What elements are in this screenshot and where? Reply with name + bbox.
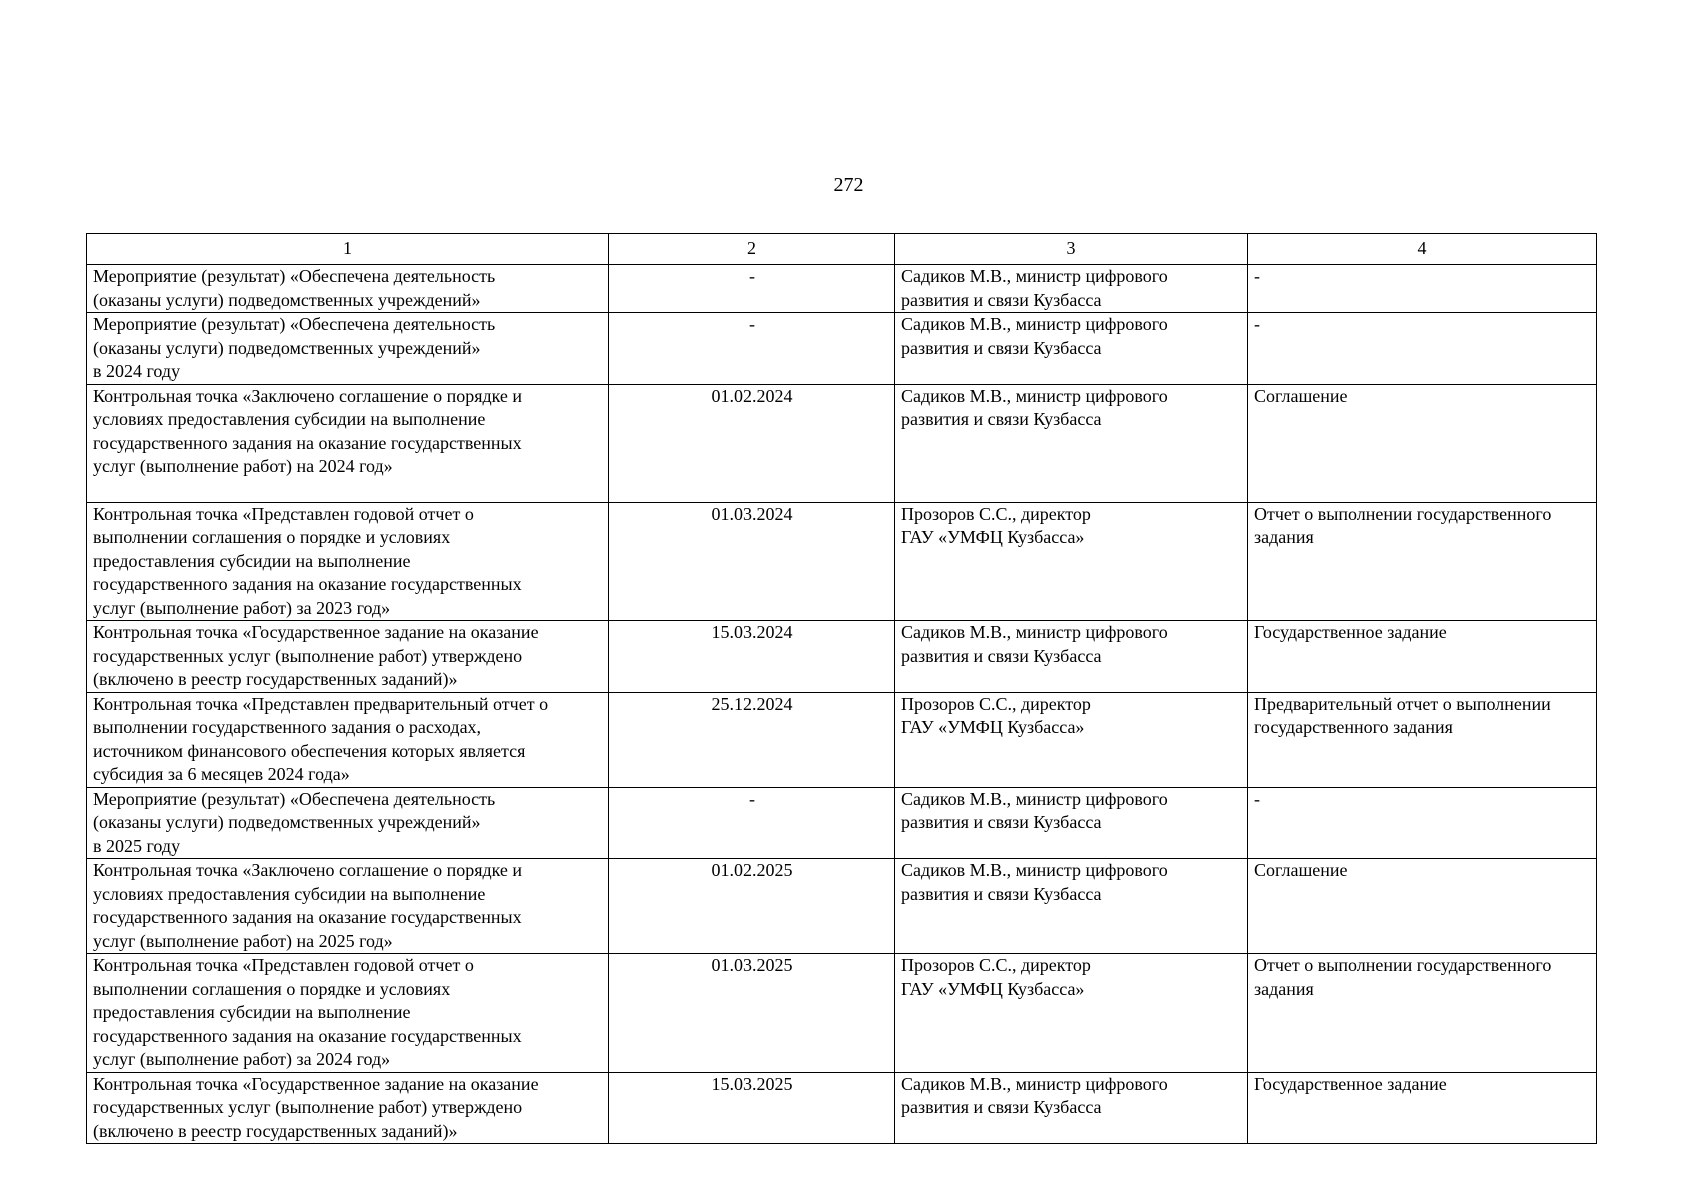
result-document-cell: Государственное задание — [1248, 621, 1597, 693]
table-row — [87, 384, 1597, 502]
deadline-cell: 15.03.2025 — [609, 1072, 895, 1144]
result-document-cell: - — [1248, 313, 1597, 385]
table-row — [87, 621, 1597, 693]
column-header-4: 4 — [1248, 234, 1597, 265]
result-document-cell: Соглашение — [1248, 859, 1597, 954]
responsible-cell: Садиков М.В., министр цифрового развития и связи Кузбасса — [895, 787, 1248, 859]
result-document-cell: Отчет о выполнении государственного задания — [1248, 502, 1597, 621]
table-row — [87, 1072, 1597, 1144]
responsible-cell: Прозоров С.С., директор ГАУ «УМФЦ Кузбасса» — [895, 954, 1248, 1073]
table-row — [87, 954, 1597, 1073]
result-document-cell: - — [1248, 787, 1597, 859]
deadline-cell: 01.02.2025 — [609, 859, 895, 954]
deadline-cell: 01.02.2024 — [609, 384, 895, 502]
event-name-cell: Контрольная точка «Государственное задание на оказание государственных услуг (выполнение работ) утверждено (включено в реестр государственных заданий)» — [87, 1072, 609, 1144]
table-row — [87, 692, 1597, 787]
deadline-cell: 01.03.2025 — [609, 954, 895, 1073]
table-row — [87, 502, 1597, 621]
responsible-cell: Садиков М.В., министр цифрового развития и связи Кузбасса — [895, 621, 1248, 693]
result-document-cell: Государственное задание — [1248, 1072, 1597, 1144]
table-row — [87, 265, 1597, 313]
result-document-cell: Предварительный отчет о выполнении государственного задания — [1248, 692, 1597, 787]
result-document-cell: Отчет о выполнении государственного задания — [1248, 954, 1597, 1073]
table-header-row — [87, 234, 1597, 265]
table-row — [87, 787, 1597, 859]
deadline-cell: 25.12.2024 — [609, 692, 895, 787]
event-name-cell: Контрольная точка «Государственное задание на оказание государственных услуг (выполнение работ) утверждено (включено в реестр государственных заданий)» — [87, 621, 609, 693]
event-name-cell: Контрольная точка «Представлен предварительный отчет о выполнении государственного задания о расходах, источником финансового обеспечения которых является субсидия за 6 месяцев 2024 года» — [87, 692, 609, 787]
responsible-cell: Прозоров С.С., директор ГАУ «УМФЦ Кузбасса» — [895, 502, 1248, 621]
responsible-cell: Прозоров С.С., директор ГАУ «УМФЦ Кузбасса» — [895, 692, 1248, 787]
table-row — [87, 313, 1597, 385]
event-name-cell: Контрольная точка «Представлен годовой отчет о выполнении соглашения о порядке и условиях предоставления субсидии на выполнение государственного задания на оказание государственных услуг (выполнение работ) за 2024 год» — [87, 954, 609, 1073]
responsible-cell: Садиков М.В., министр цифрового развития и связи Кузбасса — [895, 1072, 1248, 1144]
event-name-cell: Контрольная точка «Представлен годовой отчет о выполнении соглашения о порядке и условиях предоставления субсидии на выполнение государственного задания на оказание государственных услуг (выполнение работ) за 2023 год» — [87, 502, 609, 621]
event-name-cell: Мероприятие (результат) «Обеспечена деятельность (оказаны услуги) подведомственных учреждений» в 2024 году — [87, 313, 609, 385]
deadline-cell: 01.03.2024 — [609, 502, 895, 621]
result-document-cell: - — [1248, 265, 1597, 313]
responsible-cell: Садиков М.В., министр цифрового развития и связи Кузбасса — [895, 859, 1248, 954]
control-points-table — [86, 233, 1597, 1144]
table-row — [87, 859, 1597, 954]
deadline-cell: 15.03.2024 — [609, 621, 895, 693]
event-name-cell: Мероприятие (результат) «Обеспечена деятельность (оказаны услуги) подведомственных учреждений» — [87, 265, 609, 313]
deadline-cell: - — [609, 313, 895, 385]
deadline-cell: - — [609, 787, 895, 859]
column-header-1: 1 — [87, 234, 609, 265]
event-name-cell: Мероприятие (результат) «Обеспечена деятельность (оказаны услуги) подведомственных учреждений» в 2025 году — [87, 787, 609, 859]
event-name-cell: Контрольная точка «Заключено соглашение о порядке и условиях предоставления субсидии на выполнение государственного задания на оказание государственных услуг (выполнение работ) на 2025 год» — [87, 859, 609, 954]
responsible-cell: Садиков М.В., министр цифрового развития и связи Кузбасса — [895, 313, 1248, 385]
result-document-cell: Соглашение — [1248, 384, 1597, 502]
responsible-cell: Садиков М.В., министр цифрового развития и связи Кузбасса — [895, 384, 1248, 502]
deadline-cell: - — [609, 265, 895, 313]
column-header-2: 2 — [609, 234, 895, 265]
page-number: 272 — [833, 174, 864, 196]
responsible-cell: Садиков М.В., министр цифрового развития и связи Кузбасса — [895, 265, 1248, 313]
event-name-cell: Контрольная точка «Заключено соглашение о порядке и условиях предоставления субсидии на выполнение государственного задания на оказание государственных услуг (выполнение работ) на 2024 год» — [87, 384, 609, 502]
column-header-3: 3 — [895, 234, 1248, 265]
